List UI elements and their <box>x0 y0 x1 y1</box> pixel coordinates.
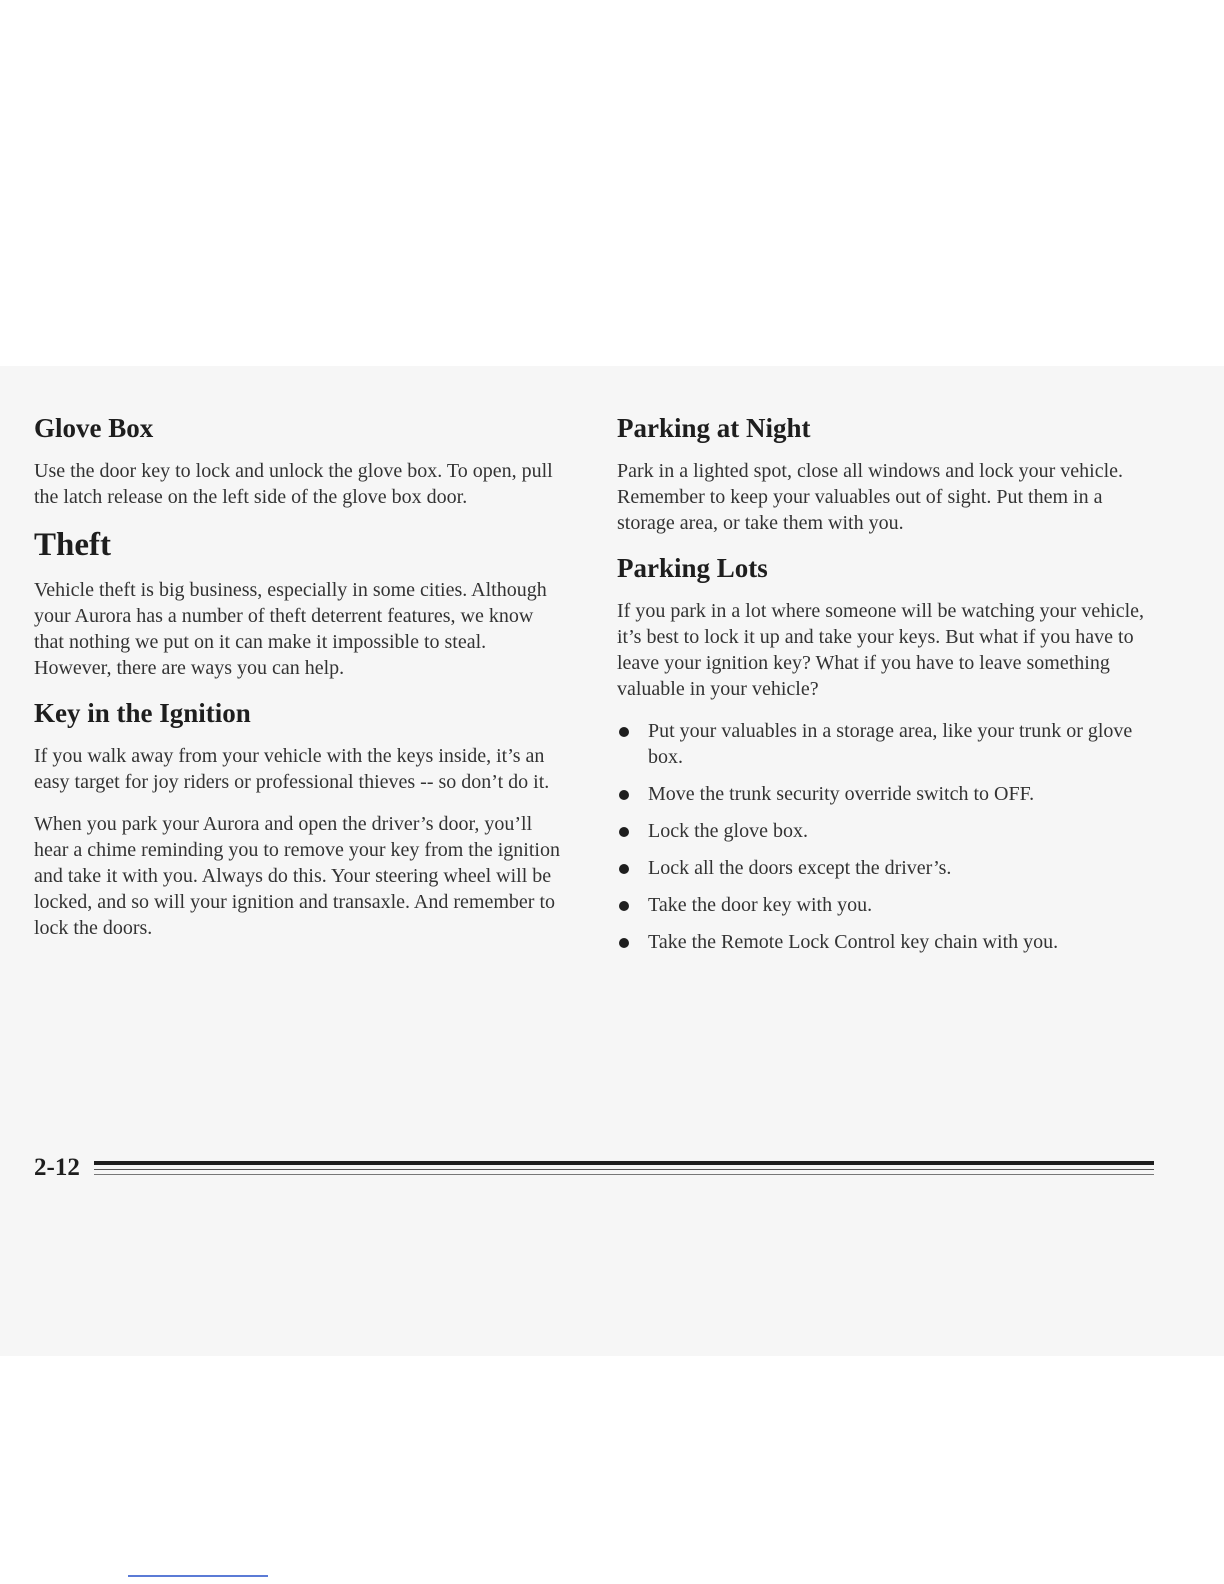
list-item-text: Lock all the doors except the driver’s. <box>648 856 952 879</box>
parking-lots-section <box>617 552 1157 955</box>
bottom-edge-mark <box>128 1575 268 1577</box>
parking-lots-heading: Parking Lots <box>617 552 768 583</box>
page-number: 2-12 <box>34 1154 80 1181</box>
theft-heading: Theft <box>34 526 111 563</box>
list-item-text: Lock the glove box. <box>648 819 808 842</box>
list-item <box>617 718 1157 770</box>
list-item <box>617 781 1157 807</box>
list-item <box>617 855 1157 881</box>
theft-section <box>34 526 564 682</box>
glove-box-text: Use the door key to lock and unlock the glove box. To open, pull the latch release on the left side of the glove box door. <box>34 459 553 508</box>
list-item <box>617 892 1157 918</box>
list-item <box>617 818 1157 844</box>
list-item-text: Move the trunk security override switch to OFF. <box>648 782 1035 805</box>
glove-box-heading: Glove Box <box>34 413 154 443</box>
footer-rule-thick <box>94 1161 1154 1165</box>
key-in-ignition-paragraph-2: When you park your Aurora and open the driver’s door, you’ll hear a chime reminding you to remove your key from the ignition and take it with you. Always do this. Your steering wheel will be locked, and so will your ignition and transaxle. And remember to lock the doors. <box>34 813 560 940</box>
bullet-icon <box>619 727 629 737</box>
parking-lots-bullet-list <box>617 718 1157 955</box>
parking-at-night-text: Park in a lighted spot, close all windows and lock your vehicle. Remember to keep your valuables out of sight. Put them in a storage area, or take them with you. <box>617 459 1124 534</box>
parking-at-night-heading: Parking at Night <box>617 413 811 443</box>
footer-rule-thin <box>94 1169 1154 1170</box>
parking-at-night-section <box>617 412 1157 536</box>
right-column <box>617 412 1157 966</box>
bullet-icon <box>619 790 629 800</box>
bullet-icon <box>619 827 629 837</box>
bullet-icon <box>619 938 629 948</box>
key-in-ignition-paragraph-1: If you walk away from your vehicle with the keys inside, it’s an easy target for joy riders or professional thieves -- so don’t do it. <box>34 745 550 794</box>
key-in-ignition-section <box>34 697 564 941</box>
key-in-ignition-heading: Key in the Ignition <box>34 698 251 729</box>
list-item-text: Take the Remote Lock Control key chain with you. <box>648 930 1059 953</box>
list-item <box>617 929 1157 955</box>
parking-lots-text: If you park in a lot where someone will be watching your vehicle, it’s best to lock it up and take your keys. But what if you have to leave your ignition key? What if you have to leave something valuable in your vehicle? <box>617 599 1145 700</box>
bullet-icon <box>619 901 629 911</box>
page-footer <box>34 1153 1154 1183</box>
theft-text: Vehicle theft is big business, especially in some cities. Although your Aurora has a number of theft deterrent features, we know that nothing we put on it can make it impossible to steal. However, there are ways you can help. <box>34 579 547 680</box>
list-item-text: Take the door key with you. <box>648 893 873 916</box>
glove-box-section <box>34 412 564 510</box>
bullet-icon <box>619 864 629 874</box>
list-item-text: Put your valuables in a storage area, like your trunk or glove box. <box>648 719 1133 768</box>
left-column <box>34 412 564 957</box>
footer-rule-thin-lower <box>94 1174 1154 1175</box>
